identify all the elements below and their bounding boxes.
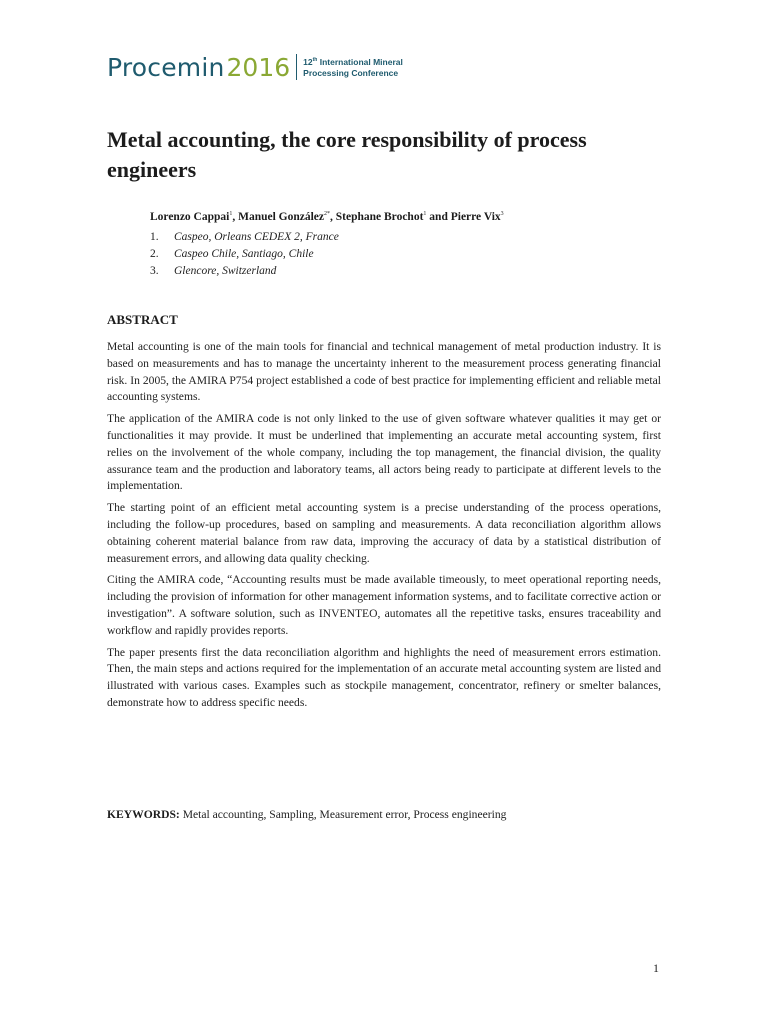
author-affiliation-mark: 1: [229, 211, 233, 218]
abstract-body: [107, 339, 661, 717]
logo-divider: [296, 54, 297, 80]
abstract-paragraph: The paper presents first the data reconciliation algorithm and highlights the need of measurement errors estimation. Then, the main steps and actions required for the implementation of an accurate metal accounting system are listed and illustrated with various cases. Examples such as stockpile management, concentrator, refinery or smelter balances, demonstrate how to address specific needs.: [107, 645, 661, 709]
author-separator: ,: [232, 211, 239, 223]
author-separator: ,: [330, 211, 336, 223]
affiliation-text: Caspeo Chile, Santiago, Chile: [174, 248, 314, 260]
abstract-heading: ABSTRACT: [107, 312, 178, 327]
author-list: [150, 211, 504, 223]
affiliation-item: [150, 263, 339, 280]
conference-logo: [107, 50, 403, 84]
conference-name: [303, 55, 403, 79]
author-affiliation-mark: 2*: [324, 211, 331, 218]
author-affiliation-mark: 3: [500, 211, 504, 218]
affiliation-text: Caspeo, Orleans CEDEX 2, France: [174, 231, 339, 243]
affiliation-item: [150, 246, 339, 263]
author-name: Pierre Vix: [450, 211, 501, 223]
logo-year: 2016: [226, 52, 291, 82]
author-separator: and: [426, 211, 451, 223]
abstract-paragraph: Metal accounting is one of the main tools for financial and technical management of metal production industry. It is based on measurements and has to manage the uncertainty inherent to the measurement process generating financial risk. In 2005, the AMIRA P754 project established a code of best practice for implementing efficient and reliable metal accounting systems.: [107, 340, 661, 404]
abstract-paragraph: The starting point of an efficient metal accounting system is a precise understanding of the process operations, including the follow-up procedures, based on sampling and measurements. A data reconciliation algorithm allows obtaining coherent material balance from raw data, improving the accuracy of data by a statistical distribution of measurement errors, and allowing data quality checking.: [107, 501, 661, 565]
keywords-line: [107, 808, 506, 821]
conference-edition: 12: [303, 56, 313, 67]
conference-line-1: [303, 55, 403, 68]
conference-edition-suffix: th: [312, 57, 318, 64]
affiliation-number: 2.: [150, 248, 159, 260]
logo-name: Procemin: [107, 52, 225, 82]
author-name: Manuel González: [238, 211, 325, 223]
author-name: Stephane Brochot: [335, 211, 424, 223]
author-name: Lorenzo Cappai: [150, 211, 230, 223]
affiliation-list: [150, 229, 339, 280]
abstract-paragraph: The application of the AMIRA code is not only linked to the use of given software whatever qualities it may get or functionalities it may provide. It must be underlined that implementing an accurate metal accounting system, first relies on the involvement of the whole company, including the top management, the financial division, the quality assurance team and the production and laboratory teams, all actors being ready to participate at different levels to the implementation.: [107, 412, 661, 493]
keywords-value: Metal accounting, Sampling, Measurement error, Process engineering: [179, 808, 507, 821]
author-affiliation-mark: 1: [423, 211, 427, 218]
keywords-label: KEYWORDS:: [107, 808, 180, 821]
conference-line-1-text: International Mineral: [317, 56, 403, 67]
affiliation-number: 1.: [150, 231, 159, 243]
conference-line-2: Processing Conference: [303, 67, 399, 78]
affiliation-item: [150, 229, 339, 246]
paper-title: Metal accounting, the core responsibility of process engineers: [107, 127, 587, 182]
affiliation-text: Glencore, Switzerland: [174, 265, 277, 277]
affiliation-number: 3.: [150, 265, 159, 277]
abstract-paragraph: Citing the AMIRA code, “Accounting results must be made available timeously, to meet operational reporting needs, including the provision of information for other management information systems, and to facilitate corrective action or investigation”. A software solution, such as INVENTEO, automates all the repetitive tasks, ensures traceability and workflow and rapidly provides reports.: [107, 573, 661, 637]
page-number: 1: [653, 961, 659, 975]
